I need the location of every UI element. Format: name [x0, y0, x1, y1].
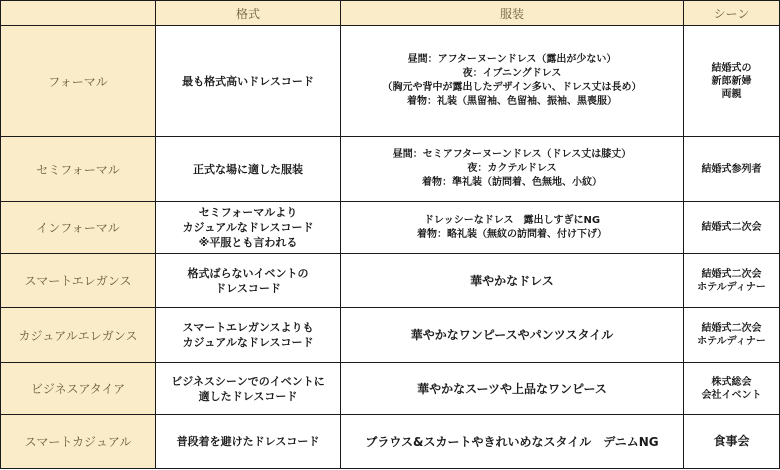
table-row-smart-casual [1, 415, 780, 469]
scene-line: ホテルディナー [697, 336, 766, 347]
table-row-business-attire [1, 363, 780, 415]
format-line: カジュアルなドレスコード [182, 336, 314, 349]
dress-cell [341, 363, 684, 415]
dress-cell [341, 26, 684, 137]
dress-line: 昼間：アフターヌーンドレス（露出が少ない） [407, 54, 617, 65]
format-cell [156, 26, 341, 137]
scene-line: 食事会 [713, 434, 750, 448]
header-corner [1, 1, 156, 26]
dress-line: 夜：カクテルドレス [467, 163, 557, 174]
format-line: ※平服とも言われる [198, 236, 298, 249]
dress-line: ブラウス&スカートやきれいめなスタイル デニムNG [365, 434, 659, 449]
header-row [1, 1, 780, 26]
scene-line: ホテルディナー [697, 281, 766, 293]
row-name: カジュアルエレガンス [1, 308, 156, 363]
format-line: 格式ばらないイベントの [187, 266, 309, 280]
row-name: フォーマル [1, 26, 156, 137]
dress-line: 着物：略礼装（無紋の訪問着、付け下げ） [417, 228, 607, 240]
header-format: 格式 [156, 1, 341, 26]
scene-line: 結婚式参列者 [701, 163, 762, 175]
dress-line: 華やかなワンピースやパンツスタイル [410, 328, 614, 342]
table-row-informal [1, 202, 780, 254]
dress-cell [341, 308, 684, 363]
scene-line: 新郎新婦 [711, 75, 752, 87]
dress-cell [341, 137, 684, 202]
dress-cell [341, 415, 684, 469]
row-name: スマートカジュアル [1, 415, 156, 469]
scene-cell [684, 137, 780, 202]
table-row-formal [1, 26, 780, 137]
scene-line: 会社イベント [701, 389, 762, 401]
dress-cell [341, 202, 684, 254]
dress-cell [341, 254, 684, 308]
header-dress: 服装 [341, 1, 684, 26]
dress-line: 昼間：セミアフターヌーンドレス（ドレス丈は膝丈） [392, 149, 632, 160]
row-name: セミフォーマル [1, 137, 156, 202]
table-row-casual-elegance [1, 308, 780, 363]
format-line: 正式な場に適した服装 [193, 162, 303, 176]
dress-line: 華やかなドレス [470, 273, 554, 288]
format-cell [156, 363, 341, 415]
format-line: 普段着を避けたドレスコード [176, 435, 320, 448]
dress-line: 華やかなスーツや上品なワンピース [417, 381, 607, 396]
scene-line: 結婚式二次会 [701, 323, 762, 334]
format-cell [156, 308, 341, 363]
format-line: セミフォーマルより [198, 206, 298, 219]
scene-line: 結婚式二次会 [701, 222, 762, 233]
format-line: ドレスコード [215, 281, 281, 295]
dress-line: 着物：準礼装（訪問着、色無地、小紋） [422, 177, 602, 188]
scene-cell [684, 202, 780, 254]
format-line: カジュアルなドレスコード [182, 221, 314, 234]
row-name: ビジネスアタイア [1, 363, 156, 415]
format-cell [156, 137, 341, 202]
scene-line: 結婚式の [711, 62, 752, 74]
scene-cell [684, 415, 780, 469]
table-row-semi-formal [1, 137, 780, 202]
format-cell [156, 254, 341, 308]
format-cell [156, 415, 341, 469]
row-name: インフォーマル [1, 202, 156, 254]
format-line: ビジネスシーンでのイベントに [171, 374, 325, 388]
scene-cell [684, 254, 780, 308]
scene-line: 両親 [721, 88, 742, 100]
dress-line: （胸元や背中が露出したデザイン多い、ドレス丈は長め） [382, 82, 642, 93]
format-line: 最も格式高いドレスコード [182, 74, 314, 88]
dress-line: 夜：イブニングドレス [462, 68, 562, 79]
format-cell [156, 202, 341, 254]
scene-cell [684, 26, 780, 137]
dress-line: ドレッシーなドレス 露出しすぎにNG [423, 214, 601, 226]
scene-line: 株式総会 [711, 376, 752, 388]
scene-cell [684, 363, 780, 415]
scene-line: 結婚式二次会 [701, 268, 762, 280]
format-line: 適したドレスコード [198, 389, 298, 403]
dress-line: 着物：礼装（黒留袖、色留袖、振袖、黒喪服） [407, 96, 617, 107]
row-name: スマートエレガンス [1, 254, 156, 308]
format-line: スマートエレガンスよりも [182, 321, 314, 334]
header-scene: シーン [684, 1, 780, 26]
scene-cell [684, 308, 780, 363]
table-row-smart-elegance [1, 254, 780, 308]
